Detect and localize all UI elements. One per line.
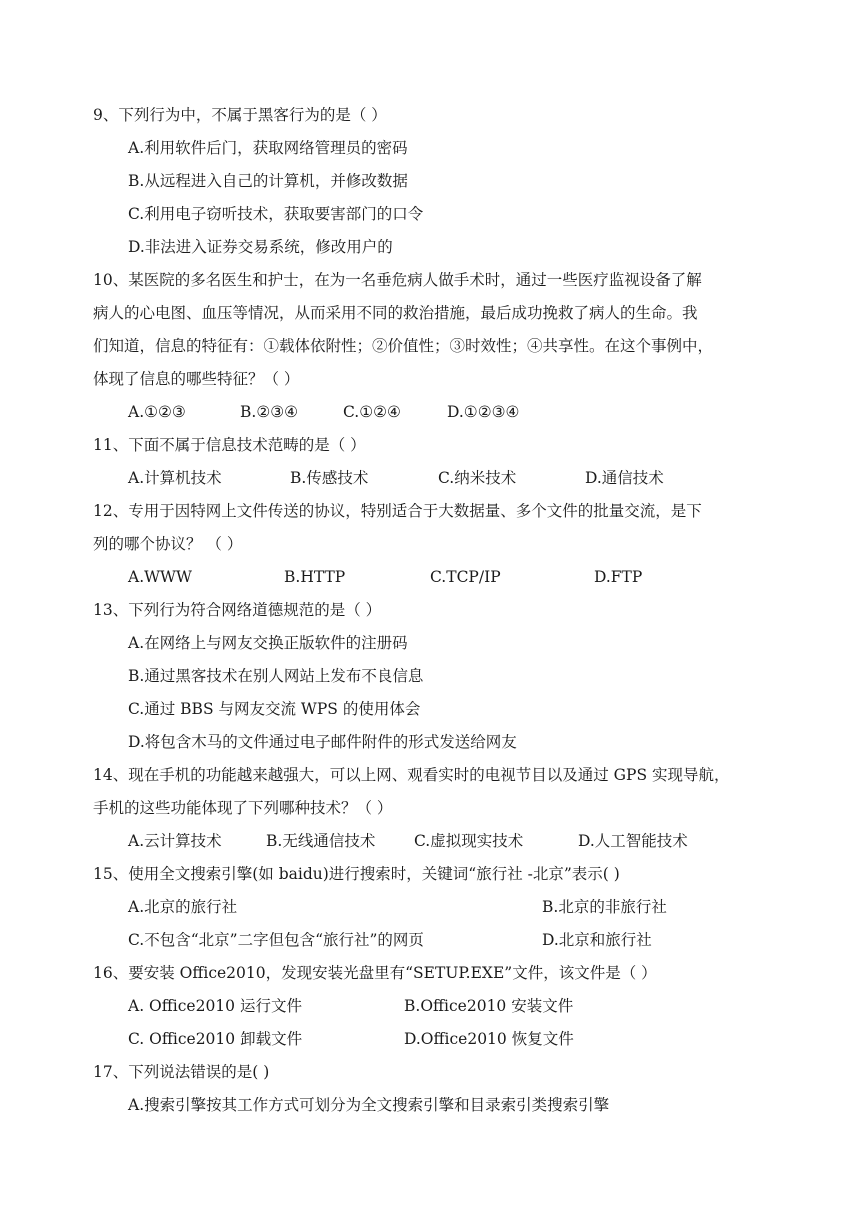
question-15-option-c: C.不包含“北京”二字但包含“旅行社”的网页 [128,931,424,949]
question-13-option-c: C.通过 BBS 与网友交流 WPS 的使用体会 [128,700,421,718]
question-14-option-c: C.虚拟现实技术 [414,832,524,850]
question-16-option-c: C. Office2010 卸载文件 [128,1030,303,1048]
question-15-option-d: D.北京和旅行社 [542,931,652,949]
question-16-option-a: A. Office2010 运行文件 [128,997,302,1015]
question-11-option-a: A.计算机技术 [128,469,222,487]
question-9-option-d: D.非法进入证券交易系统，修改用户的 [128,238,393,256]
question-12-option-c: C.TCP/IP [430,568,501,586]
question-11-option-d: D.通信技术 [585,469,664,487]
question-16-option-b: B.Office2010 安装文件 [404,997,574,1015]
question-12-option-d: D.FTP [594,568,643,586]
question-10-option-b: B.②③④ [240,403,299,421]
question-14-stem-line-2: 手机的这些功能体现了下列哪种技术？（ ） [93,799,393,817]
question-15-option-a: A.北京的旅行社 [128,898,238,916]
question-11-stem: 11、下面不属于信息技术范畴的是（ ） [93,436,366,454]
question-16-stem: 16、要安装 Office2010，发现安装光盘里有“SETUP.EXE”文件，该文件是（ ） [93,964,657,982]
question-9-option-b: B.从远程进入自己的计算机，并修改数据 [128,172,408,190]
question-14-option-b: B.无线通信技术 [266,832,376,850]
question-10-option-a: A.①②③ [128,403,186,421]
question-14-option-a: A.云计算技术 [128,832,222,850]
question-10-stem-line-2: 病人的心电图、血压等情况，从而采用不同的救治措施，最后成功挽救了病人的生命。我 [93,304,698,322]
question-9-option-a: A.利用软件后门，获取网络管理员的密码 [128,139,408,157]
question-12-stem-line-1: 12、专用于因特网上文件传送的协议，特别适合于大数据量、多个文件的批量交流，是下 [93,502,702,520]
question-13-option-b: B.通过黑客技术在别人网站上发布不良信息 [128,667,424,685]
question-13-option-d: D.将包含木马的文件通过电子邮件附件的形式发送给网友 [128,733,517,751]
question-15-option-b: B.北京的非旅行社 [542,898,667,916]
question-10-stem-line-3: 们知道，信息的特征有：①载体依附性；②价值性；③时效性；④共享性。在这个事例中， [93,337,714,355]
question-16-option-d: D.Office2010 恢复文件 [404,1030,574,1048]
question-9-stem: 9、下列行为中，不属于黑客行为的是（ ） [93,106,387,124]
question-10-option-c: C.①②④ [343,403,401,421]
question-12-option-b: B.HTTP [284,568,346,586]
question-9-option-c: C.利用电子窃听技术，获取要害部门的口令 [128,205,424,223]
question-12-option-a: A.WWW [128,568,192,586]
question-14-option-d: D.人工智能技术 [578,832,688,850]
question-11-option-c: C.纳米技术 [438,469,517,487]
question-10-option-d: D.①②③④ [447,403,520,421]
question-10-stem-line-4: 体现了信息的哪些特征？（ ） [93,370,300,388]
question-12-stem-line-2: 列的哪个协议？ （ ） [93,535,243,553]
question-13-stem: 13、下列行为符合网络道德规范的是（ ） [93,601,382,619]
question-17-stem: 17、下列说法错误的是( ) [93,1063,270,1081]
question-15-stem: 15、使用全文搜索引擎(如 baidu)进行搜索时，关键词“旅行社 -北京”表示( ) [93,865,620,883]
question-11-option-b: B.传感技术 [290,469,369,487]
question-17-option-a: A.搜索引擎按其工作方式可划分为全文搜索引擎和目录索引类搜索引擎 [128,1096,610,1114]
question-14-stem-line-1: 14、现在手机的功能越来越强大，可以上网、观看实时的电视节目以及通过 GPS 实现导航， [93,766,730,784]
question-13-option-a: A.在网络上与网友交换正版软件的注册码 [128,634,408,652]
question-10-stem-line-1: 10、某医院的多名医生和护士，在为一名垂危病人做手术时，通过一些医疗监视设备了解 [93,271,702,289]
